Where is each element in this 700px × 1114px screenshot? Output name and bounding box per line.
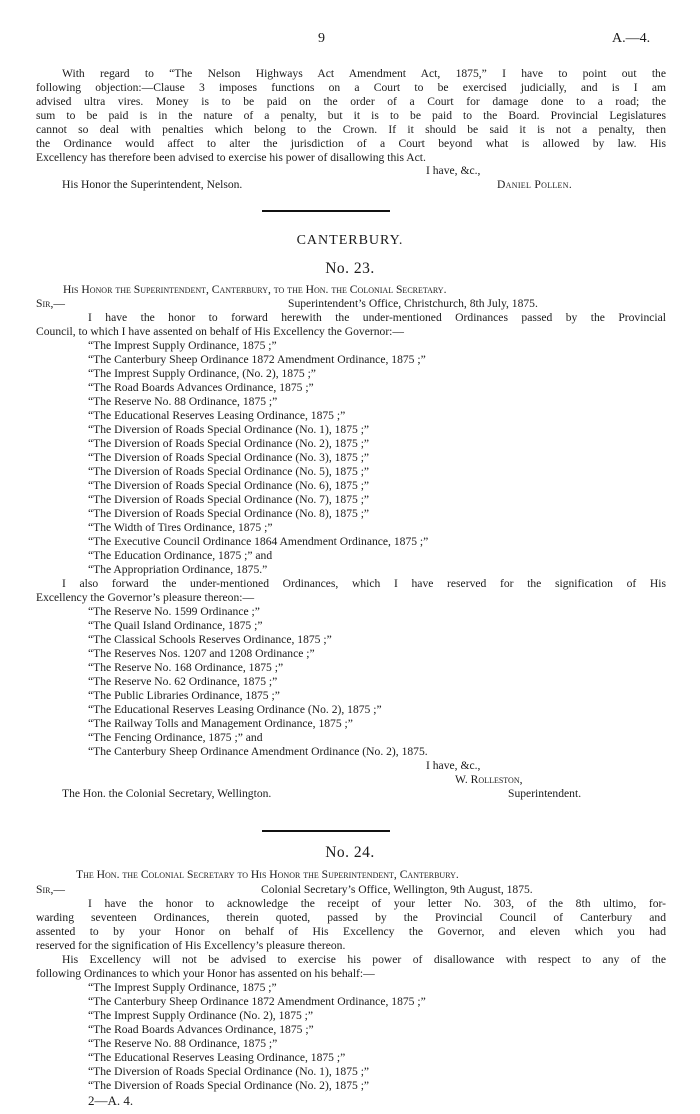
list-item: “The Canterbury Sheep Ordinance Amendment Ordinance (No. 2), 1875. bbox=[88, 745, 428, 758]
paragraph-line: assented to by your Honor on behalf of His Excellency the Governor, and eleven which you had bbox=[36, 925, 666, 938]
letter-number: No. 23. bbox=[325, 260, 375, 277]
list-item: “The Width of Tires Ordinance, 1875 ;” bbox=[88, 521, 273, 534]
list-item: “The Reserve No. 168 Ordinance, 1875 ;” bbox=[88, 661, 284, 674]
list-item: “The Diversion of Roads Special Ordinance (No. 5), 1875 ;” bbox=[88, 465, 370, 478]
letter-subtitle: His Honor the Superintendent, Canterbury, to the Hon. the Colonial Secretary. bbox=[63, 283, 447, 296]
paragraph-line: His Excellency will not be advised to exercise his power of disallowance with respect to any of the bbox=[62, 953, 666, 966]
list-item: “The Diversion of Roads Special Ordinance (No. 3), 1875 ;” bbox=[88, 451, 370, 464]
paragraph-line: I have the honor to acknowledge the receipt of your letter No. 303, of the 8th ultimo, for- bbox=[88, 897, 666, 910]
addressee: The Hon. the Colonial Secretary, Wellington. bbox=[62, 787, 272, 800]
list-item: “The Reserve No. 62 Ordinance, 1875 ;” bbox=[88, 675, 278, 688]
list-item: “The Road Boards Advances Ordinance, 1875 ;” bbox=[88, 381, 314, 394]
list-item: “The Diversion of Roads Special Ordinance (No. 1), 1875 ;” bbox=[88, 1065, 370, 1078]
list-item: “The Quail Island Ordinance, 1875 ;” bbox=[88, 619, 263, 632]
nelson-line: advised ultra vires. Money is to be paid on the order of a Court for damage done to a road; the bbox=[36, 95, 666, 108]
list-item: “The Reserve No. 88 Ordinance, 1875 ;” bbox=[88, 1037, 278, 1050]
nelson-line: With regard to “The Nelson Highways Act Amendment Act, 1875,” I have to point out the bbox=[62, 67, 666, 80]
nelson-line: sum to be paid is in the nature of a penalty, but it is to be paid to the Board. Provincial Legislatures bbox=[36, 109, 666, 122]
reserved-intro-line: Excellency the Governor’s pleasure thereon:— bbox=[36, 591, 255, 604]
nelson-line: cannot so deal with penalties which belong to the Crown. If it should be said it is not a penalty, then bbox=[36, 123, 666, 136]
list-item: “The Appropriation Ordinance, 1875.” bbox=[88, 563, 268, 576]
reserved-intro-line: I also forward the under-mentioned Ordinances, which I have reserved for the signification of His bbox=[62, 577, 666, 590]
list-item: “The Educational Reserves Leasing Ordinance, 1875 ;” bbox=[88, 409, 346, 422]
list-item: “The Diversion of Roads Special Ordinance (No. 1), 1875 ;” bbox=[88, 423, 370, 436]
nelson-addressee: His Honor the Superintendent, Nelson. bbox=[62, 178, 243, 191]
list-item: “The Imprest Supply Ordinance, 1875 ;” bbox=[88, 339, 277, 352]
list-item: “The Educational Reserves Leasing Ordinance, 1875 ;” bbox=[88, 1051, 346, 1064]
signatory-title: Superintendent. bbox=[508, 787, 582, 800]
list-item: “The Canterbury Sheep Ordinance 1872 Amendment Ordinance, 1875 ;” bbox=[88, 353, 426, 366]
paragraph-line: warding seventeen Ordinances, therein quoted, passed by the Provincial Council of Canterbury and bbox=[36, 911, 666, 924]
list-item: “The Educational Reserves Leasing Ordinance (No. 2), 1875 ;” bbox=[88, 703, 382, 716]
list-item: “The Reserve No. 1599 Ordinance ;” bbox=[88, 605, 260, 618]
list-item: “The Canterbury Sheep Ordinance 1872 Amendment Ordinance, 1875 ;” bbox=[88, 995, 426, 1008]
list-item: “The Diversion of Roads Special Ordinance (No. 6), 1875 ;” bbox=[88, 479, 370, 492]
list-item: “The Executive Council Ordinance 1864 Amendment Ordinance, 1875 ;” bbox=[88, 535, 429, 548]
list-item: “The Reserve No. 88 Ordinance, 1875 ;” bbox=[88, 395, 278, 408]
paragraph-line: reserved for the signification of His Excellency’s pleasure thereon. bbox=[36, 939, 346, 952]
letter-origin: Superintendent’s Office, Christchurch, 8th July, 1875. bbox=[288, 297, 538, 310]
document-reference: A.—4. bbox=[612, 31, 651, 46]
intro-line: I have the honor to forward herewith the under-mentioned Ordinances passed by the Provincial bbox=[88, 311, 666, 324]
nelson-line: Excellency has therefore been advised to exercise his power of disallowing this Act. bbox=[36, 151, 426, 164]
letter-origin: Colonial Secretary’s Office, Wellington, 9th August, 1875. bbox=[261, 883, 533, 896]
list-item: “The Imprest Supply Ordinance (No. 2), 1875 ;” bbox=[88, 1009, 314, 1022]
intro-line: Council, to which I have assented on behalf of His Excellency the Governor:— bbox=[36, 325, 404, 338]
letter-number: No. 24. bbox=[325, 844, 375, 861]
list-item: “The Public Libraries Ordinance, 1875 ;” bbox=[88, 689, 280, 702]
nelson-closing: I have, &c., bbox=[426, 164, 481, 177]
list-item: “The Road Boards Advances Ordinance, 1875 ;” bbox=[88, 1023, 314, 1036]
list-item: “The Railway Tolls and Management Ordinance, 1875 ;” bbox=[88, 717, 353, 730]
letter-subtitle: The Hon. the Colonial Secretary to His Honor the Superintendent, Canterbury. bbox=[76, 868, 459, 881]
signature: W. Rolleston, bbox=[455, 773, 523, 786]
closing: I have, &c., bbox=[426, 759, 481, 772]
list-item: “The Reserves Nos. 1207 and 1208 Ordinance ;” bbox=[88, 647, 315, 660]
list-item: “The Diversion of Roads Special Ordinance (No. 2), 1875 ;” bbox=[88, 1079, 370, 1092]
salutation: Sir,— bbox=[36, 297, 65, 310]
section-divider bbox=[262, 210, 390, 212]
nelson-line: following objection:—Clause 3 imposes functions on a Court to be exercised judicially, and is I am bbox=[36, 81, 666, 94]
list-item: “The Imprest Supply Ordinance, (No. 2), 1875 ;” bbox=[88, 367, 316, 380]
list-item: “The Diversion of Roads Special Ordinance (No. 2), 1875 ;” bbox=[88, 437, 370, 450]
list-item: “The Diversion of Roads Special Ordinance (No. 8), 1875 ;” bbox=[88, 507, 370, 520]
list-item: “The Classical Schools Reserves Ordinance, 1875 ;” bbox=[88, 633, 332, 646]
paragraph-line: following Ordinances to which your Honor has assented on his behalf:— bbox=[36, 967, 375, 980]
list-item: “The Fencing Ordinance, 1875 ;” and bbox=[88, 731, 263, 744]
nelson-signature: Daniel Pollen. bbox=[497, 178, 573, 191]
list-item: “The Imprest Supply Ordinance, 1875 ;” bbox=[88, 981, 277, 994]
list-item: “The Diversion of Roads Special Ordinance (No. 7), 1875 ;” bbox=[88, 493, 370, 506]
section-divider bbox=[262, 830, 390, 832]
salutation: Sir,— bbox=[36, 883, 65, 896]
section-heading: CANTERBURY. bbox=[296, 233, 404, 248]
list-item: “The Education Ordinance, 1875 ;” and bbox=[88, 549, 273, 562]
page-number: 9 bbox=[318, 31, 325, 46]
footer-signature-mark: 2—A. 4. bbox=[88, 1093, 134, 1108]
nelson-line: the Ordinance would affect to alter the jurisdiction of a Court beyond what is allowed by law. His bbox=[36, 137, 666, 150]
